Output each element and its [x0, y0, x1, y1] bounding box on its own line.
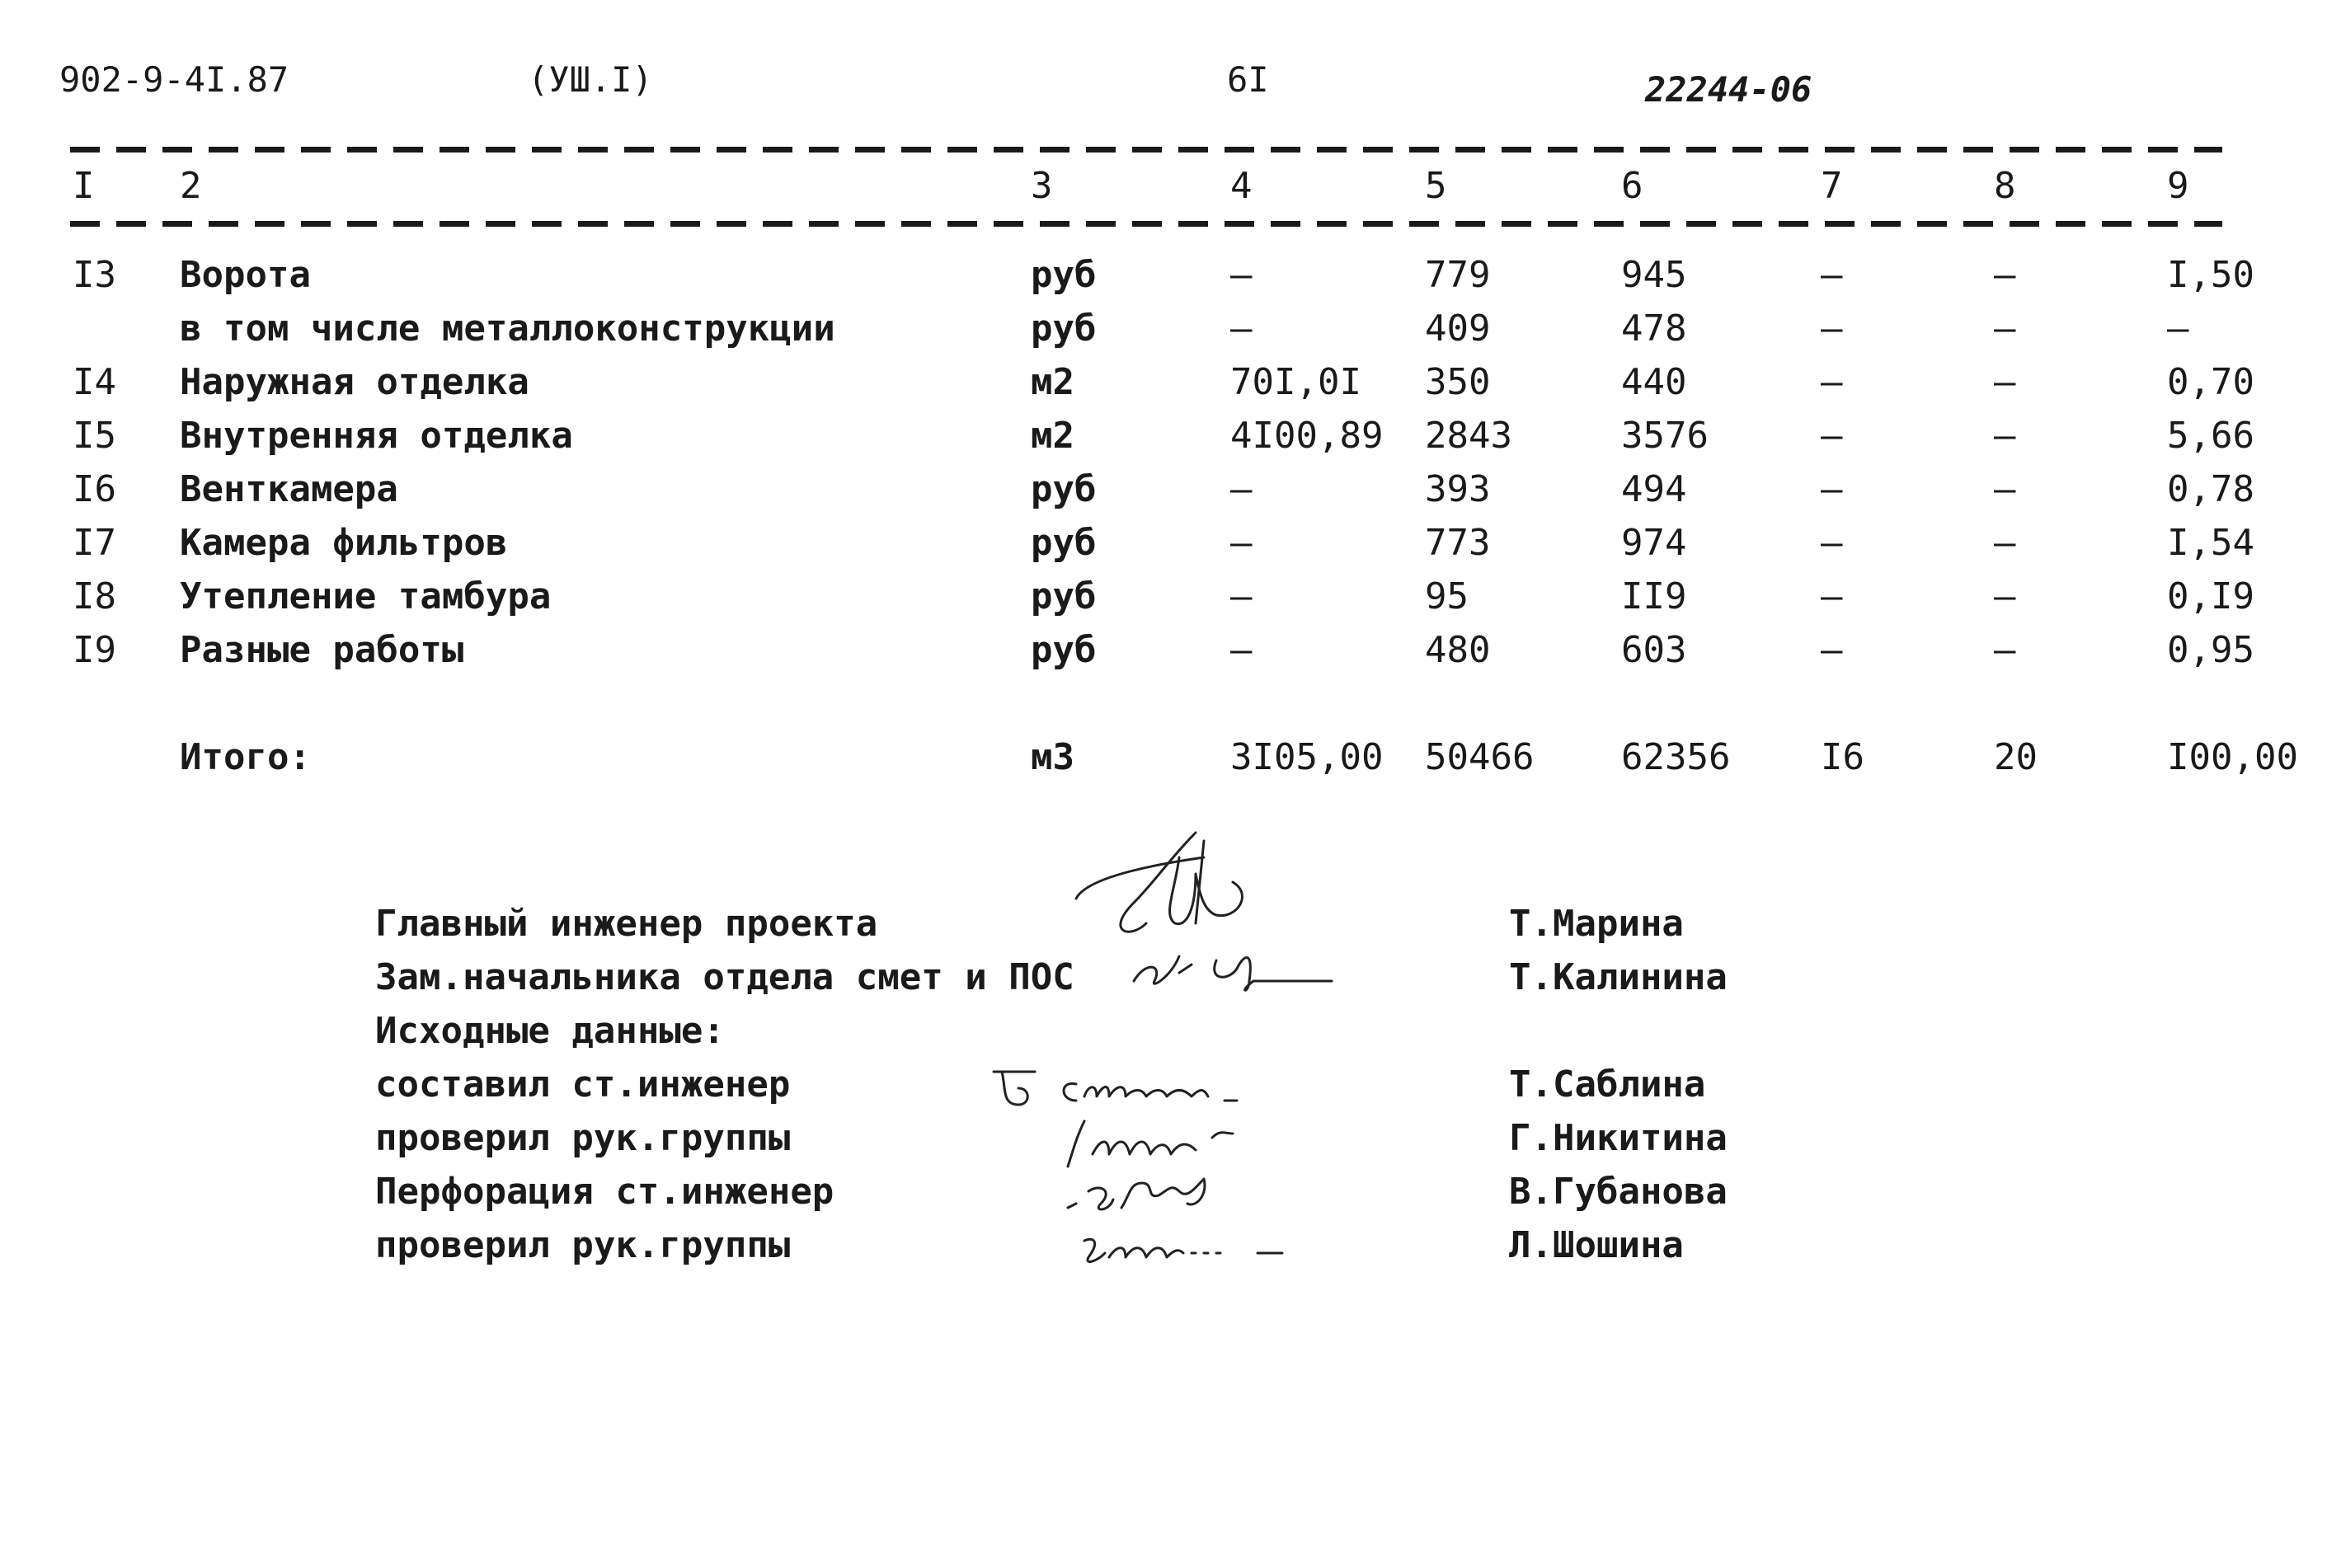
row-number: I4	[73, 361, 116, 403]
cost-total-cell: 440	[1621, 361, 1687, 403]
total-percent: I00,00	[2167, 736, 2298, 778]
section-label: (УШ.I)	[528, 59, 653, 100]
col8-cell: –	[1994, 307, 2016, 350]
row-number: I8	[73, 575, 116, 617]
col7-cell: –	[1821, 468, 1843, 510]
cost-cell: 393	[1425, 468, 1491, 510]
quantity-cell: –	[1230, 629, 1253, 671]
column-header: 2	[180, 165, 202, 207]
signatory-name: Л.Шошина	[1509, 1224, 1684, 1266]
cost-cell: 95	[1425, 575, 1469, 617]
table-top-rule	[70, 147, 2222, 153]
unit-cell: руб	[1031, 575, 1097, 617]
cost-cell: 2843	[1425, 415, 1512, 457]
total-label: Итого:	[180, 736, 311, 778]
quantity-cell: –	[1230, 254, 1253, 296]
cost-cell: 409	[1425, 307, 1491, 350]
col8-cell: –	[1994, 468, 2016, 510]
col7-cell: –	[1821, 575, 1843, 617]
col8-cell: –	[1994, 575, 2016, 617]
unit-cell: руб	[1031, 468, 1097, 510]
item-name: Ворота	[180, 254, 311, 296]
item-name: в том числе металлоконструкции	[180, 307, 835, 350]
column-header: I	[73, 165, 95, 207]
signature-perforation-engineer	[1064, 1162, 1270, 1220]
col7-cell: –	[1821, 522, 1843, 564]
percent-cell: 0,78	[2167, 468, 2254, 510]
signatory-name: Т.Саблина	[1509, 1063, 1706, 1106]
item-name: Разные работы	[180, 629, 464, 671]
unit-cell: м2	[1031, 361, 1074, 403]
col7-cell: –	[1821, 415, 1843, 457]
table-header-rule	[70, 221, 2222, 227]
signatory-name: Т.Марина	[1509, 903, 1684, 945]
unit-cell: руб	[1031, 254, 1097, 296]
signatory-role: составил ст.инженер	[375, 1063, 791, 1106]
signatory-name: Г.Никитина	[1509, 1117, 1728, 1159]
col8-cell: –	[1994, 415, 2016, 457]
percent-cell: –	[2167, 307, 2189, 350]
row-number: I6	[73, 468, 116, 510]
column-header: 4	[1230, 165, 1253, 207]
total-unit: м3	[1031, 736, 1074, 778]
inventory-number: 22244-06	[1645, 69, 1812, 110]
percent-cell: 0,95	[2167, 629, 2254, 671]
unit-cell: руб	[1031, 307, 1097, 350]
quantity-cell: 70I,0I	[1230, 361, 1361, 403]
row-number: I7	[73, 522, 116, 564]
quantity-cell: –	[1230, 468, 1253, 510]
cost-total-cell: 494	[1621, 468, 1687, 510]
total-cost-overall: 62356	[1621, 736, 1731, 778]
total-col7: I6	[1821, 736, 1864, 778]
item-name: Венткамера	[180, 468, 398, 510]
cost-total-cell: 945	[1621, 254, 1687, 296]
total-cost: 50466	[1425, 736, 1535, 778]
cost-total-cell: II9	[1621, 575, 1687, 617]
cost-total-cell: 3576	[1621, 415, 1709, 457]
unit-cell: м2	[1031, 415, 1074, 457]
percent-cell: I,50	[2167, 254, 2254, 296]
unit-cell: руб	[1031, 629, 1097, 671]
signature-deputy-head	[1130, 936, 1352, 1002]
cost-cell: 480	[1425, 629, 1491, 671]
percent-cell: 0,70	[2167, 361, 2254, 403]
col8-cell: –	[1994, 254, 2016, 296]
unit-cell: руб	[1031, 522, 1097, 564]
cost-cell: 779	[1425, 254, 1491, 296]
row-number: I3	[73, 254, 116, 296]
cost-total-cell: 974	[1621, 522, 1687, 564]
col8-cell: –	[1994, 361, 2016, 403]
row-number: I5	[73, 415, 116, 457]
signatory-name: В.Губанова	[1509, 1171, 1728, 1213]
column-header: 6	[1621, 165, 1643, 207]
item-name: Камера фильтров	[180, 522, 508, 564]
column-header: 3	[1031, 165, 1053, 207]
item-name: Наружная отделка	[180, 361, 529, 403]
signatory-role: проверил рук.группы	[375, 1117, 791, 1159]
quantity-cell: –	[1230, 575, 1253, 617]
percent-cell: I,54	[2167, 522, 2254, 564]
item-name: Внутренняя отделка	[180, 415, 573, 457]
column-header: 5	[1425, 165, 1447, 207]
col8-cell: –	[1994, 629, 2016, 671]
col7-cell: –	[1821, 307, 1843, 350]
column-header: 9	[2167, 165, 2189, 207]
signature-group-leader-2	[1072, 1220, 1319, 1278]
column-header: 7	[1821, 165, 1843, 207]
col7-cell: –	[1821, 629, 1843, 671]
cost-cell: 773	[1425, 522, 1491, 564]
signatory-role: Перфорация ст.инженер	[375, 1171, 834, 1213]
cost-total-cell: 478	[1621, 307, 1687, 350]
page-number: 6I	[1227, 59, 1269, 100]
signatory-role: проверил рук.группы	[375, 1224, 791, 1266]
percent-cell: 0,I9	[2167, 575, 2254, 617]
signatory-role: Главный инженер проекта	[375, 903, 878, 945]
cost-total-cell: 603	[1621, 629, 1687, 671]
item-name: Утепление тамбура	[180, 575, 552, 617]
total-col8: 20	[1994, 736, 2038, 778]
col7-cell: –	[1821, 361, 1843, 403]
signatory-role: Зам.начальника отдела смет и ПОС	[375, 956, 1074, 998]
quantity-cell: 4I00,89	[1230, 415, 1384, 457]
signatory-name: Т.Калинина	[1509, 956, 1728, 998]
row-number: I9	[73, 629, 116, 671]
total-quantity: 3I05,00	[1230, 736, 1384, 778]
document-code: 902-9-4I.87	[59, 59, 289, 100]
cost-cell: 350	[1425, 361, 1491, 403]
signature-compiler	[985, 1063, 1299, 1113]
quantity-cell: –	[1230, 307, 1253, 350]
percent-cell: 5,66	[2167, 415, 2254, 457]
col8-cell: –	[1994, 522, 2016, 564]
quantity-cell: –	[1230, 522, 1253, 564]
column-header: 8	[1994, 165, 2016, 207]
col7-cell: –	[1821, 254, 1843, 296]
signatory-role: Исходные данные:	[375, 1010, 725, 1052]
